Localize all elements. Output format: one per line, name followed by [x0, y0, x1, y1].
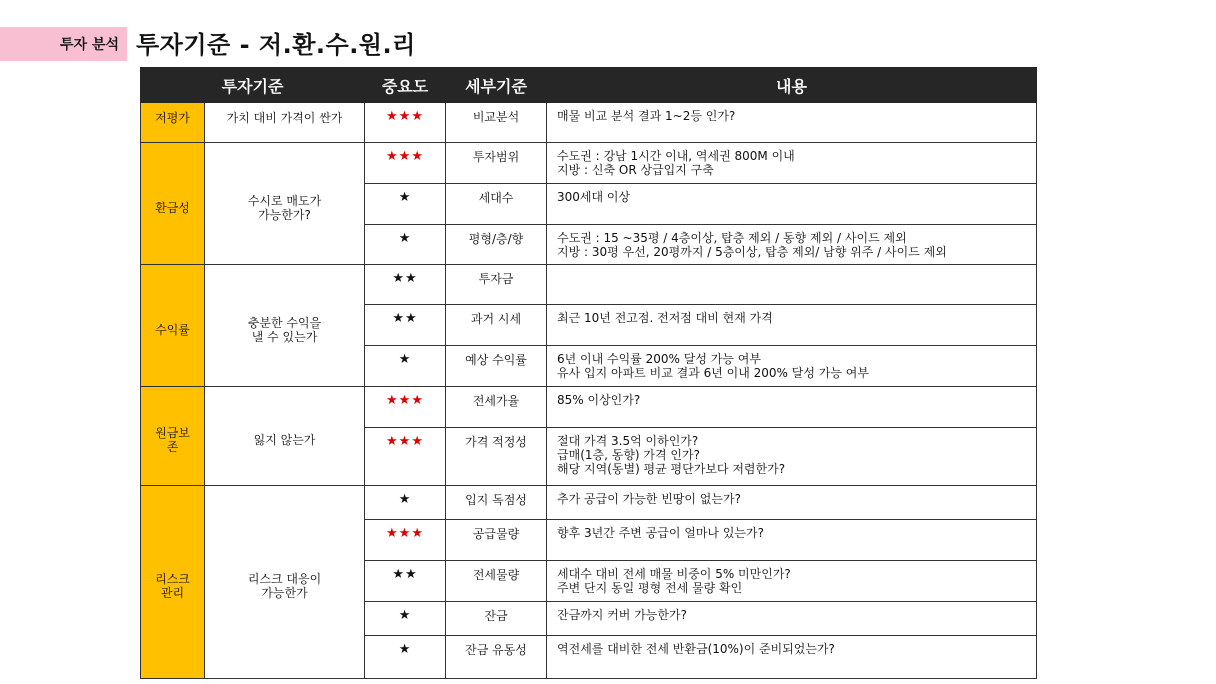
content-cell [547, 520, 1037, 561]
table-body [141, 103, 1037, 679]
criterion-cell: 수시로 매도가 가능한가? [205, 143, 365, 265]
content-line: 잔금까지 커버 가능한가? [557, 608, 687, 622]
detail-criterion-cell: 투자범위 [446, 143, 547, 184]
content-line: 세대수 대비 전세 매물 비중이 5% 미만인가? [557, 567, 791, 581]
importance-stars: ★ [365, 225, 446, 265]
content-cell [547, 225, 1037, 265]
importance-stars: ★★ [365, 265, 446, 305]
content-cell [547, 387, 1037, 428]
content-line: 6년 이내 수익률 200% 달성 가능 여부 [557, 352, 761, 366]
detail-criterion-cell: 전세물량 [446, 561, 547, 602]
detail-criterion-cell: 가격 적정성 [446, 428, 547, 486]
importance-stars: ★★★ [365, 520, 446, 561]
content-cell [547, 184, 1037, 225]
content-line: 급매(1층, 동향) 가격 인가? [557, 448, 700, 462]
table-row [141, 486, 1037, 520]
detail-criterion-cell: 전세가율 [446, 387, 547, 428]
detail-criterion-cell: 잔금 [446, 602, 547, 636]
content-cell [547, 602, 1037, 636]
category-cell: 원금보 존 [141, 387, 205, 486]
detail-criterion-cell: 비교분석 [446, 103, 547, 143]
header-content: 내용 [547, 68, 1037, 103]
page-title: 투자기준 - 저.환.수.원.리 [136, 31, 416, 59]
detail-criterion-cell: 평형/층/향 [446, 225, 547, 265]
category-cell: 리스크 관리 [141, 486, 205, 679]
content-line: 매물 비교 분석 결과 1~2등 인가? [557, 109, 736, 123]
content-cell [547, 428, 1037, 486]
content-line: 유사 입지 아파트 비교 결과 6년 이내 200% 달성 가능 여부 [557, 366, 869, 380]
content-line: 수도권 : 강남 1시간 이내, 역세권 800M 이내 [557, 149, 795, 163]
content-cell [547, 103, 1037, 143]
importance-stars: ★ [365, 184, 446, 225]
content-cell [547, 636, 1037, 679]
importance-stars: ★ [365, 486, 446, 520]
header-criteria: 투자기준 [141, 68, 365, 103]
importance-stars: ★ [365, 346, 446, 387]
detail-criterion-cell: 세대수 [446, 184, 547, 225]
detail-criterion-cell: 과거 시세 [446, 305, 547, 346]
importance-stars: ★ [365, 636, 446, 679]
content-line: 300세대 이상 [557, 190, 631, 204]
detail-criterion-cell: 잔금 유동성 [446, 636, 547, 679]
detail-criterion-cell: 입지 독점성 [446, 486, 547, 520]
importance-stars: ★★★ [365, 143, 446, 184]
detail-criterion-cell: 예상 수익률 [446, 346, 547, 387]
importance-stars: ★★★ [365, 387, 446, 428]
importance-stars: ★★★ [365, 428, 446, 486]
content-line: 85% 이상인가? [557, 393, 641, 407]
content-line: 해당 지역(동별) 평균 평단가보다 저렴한가? [557, 462, 786, 476]
criterion-cell: 충분한 수익을 낼 수 있는가 [205, 265, 365, 387]
content-line: 수도권 : 15 ~35평 / 4층이상, 탑층 제외 / 동향 제외 / 사이드 제외 [557, 231, 907, 245]
content-cell [547, 561, 1037, 602]
criterion-cell: 잃지 않는가 [205, 387, 365, 486]
content-line: 추가 공급이 가능한 빈땅이 없는가? [557, 492, 741, 506]
section-tag: 투자 분석 [0, 27, 127, 61]
importance-stars: ★★ [365, 305, 446, 346]
detail-criterion-cell: 투자금 [446, 265, 547, 305]
content-line: 향후 3년간 주변 공급이 얼마나 있는가? [557, 526, 764, 540]
importance-stars: ★ [365, 602, 446, 636]
category-cell: 저평가 [141, 103, 205, 143]
content-cell [547, 265, 1037, 305]
content-cell [547, 486, 1037, 520]
table-row [141, 265, 1037, 305]
table-row [141, 143, 1037, 184]
category-cell: 수익률 [141, 265, 205, 387]
importance-stars: ★★ [365, 561, 446, 602]
criterion-cell: 가치 대비 가격이 싼가 [205, 103, 365, 143]
content-line: 역전세를 대비한 전세 반환금(10%)이 준비되었는가? [557, 642, 835, 656]
criterion-cell: 리스크 대응이 가능한가 [205, 486, 365, 679]
content-line: 지방 : 신축 OR 상급입지 구축 [557, 163, 714, 177]
content-cell [547, 346, 1037, 387]
header-detail: 세부기준 [446, 68, 547, 103]
importance-stars: ★★★ [365, 103, 446, 143]
detail-criterion-cell: 공급물량 [446, 520, 547, 561]
category-cell: 환금성 [141, 143, 205, 265]
criteria-table [140, 67, 1037, 679]
header-importance: 중요도 [365, 68, 446, 103]
content-cell [547, 305, 1037, 346]
table-row [141, 103, 1037, 143]
content-line: 절대 가격 3.5억 이하인가? [557, 434, 699, 448]
content-cell [547, 143, 1037, 184]
content-line: 지방 : 30평 우선, 20평까지 / 5층이상, 탑층 제외/ 남향 위주 / 사이드 제외 [557, 245, 947, 259]
content-line: 최근 10년 전고점. 전저점 대비 현재 가격 [557, 311, 773, 325]
table-row [141, 387, 1037, 428]
content-line: 주변 단지 동일 평형 전세 물량 확인 [557, 581, 743, 595]
table-header-row [141, 68, 1037, 103]
